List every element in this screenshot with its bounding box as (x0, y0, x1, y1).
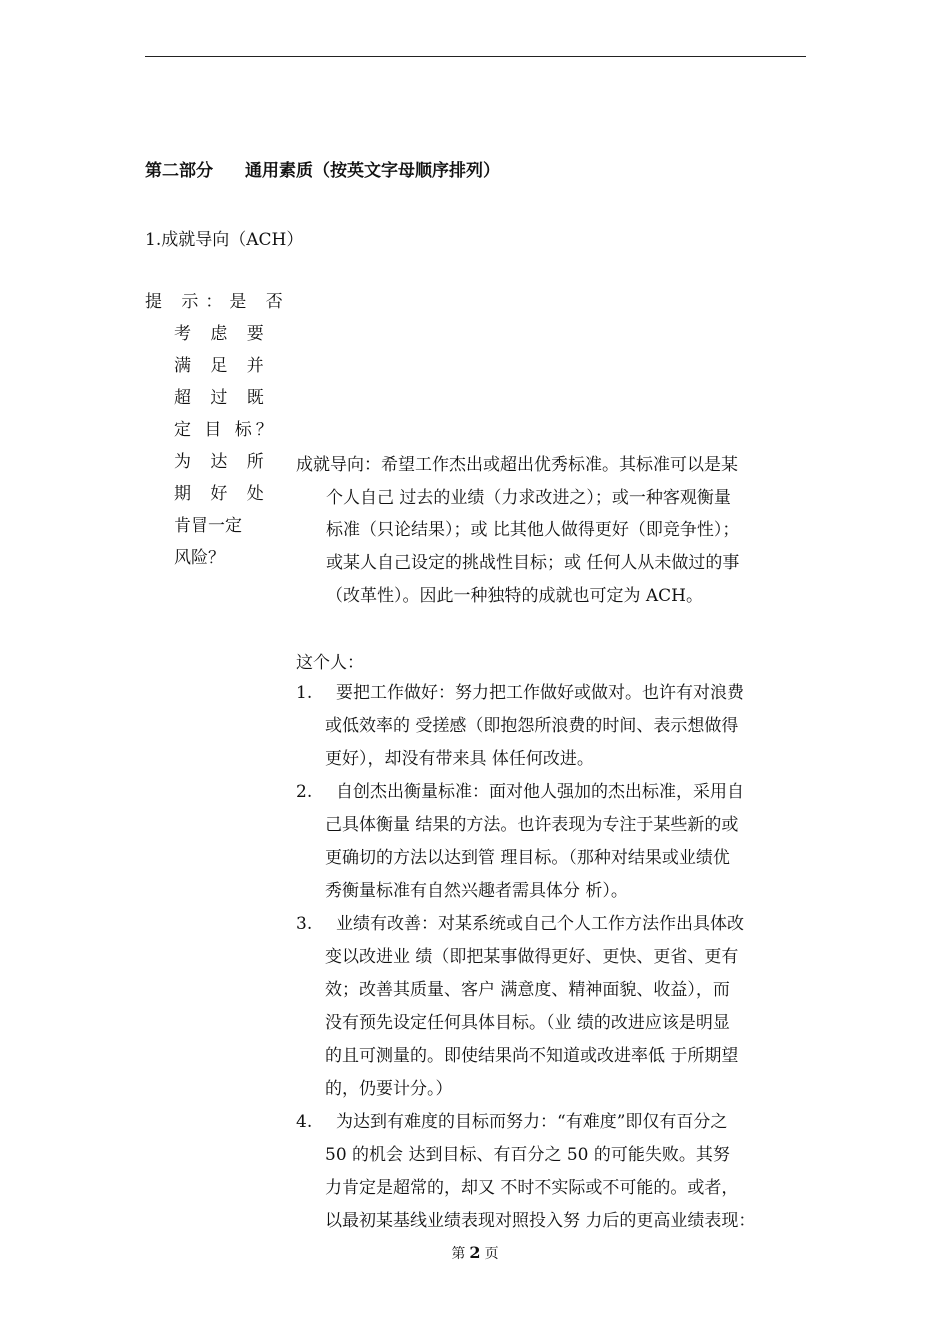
definition-line: （改革性）。因此一种独特的成就也可定为 ACH。 (326, 585, 704, 606)
hint-line: 提 示：是 否 (145, 292, 290, 312)
item-line: 或低效率的 受搓感（即抱怨所浪费的时间、表示想做得 (325, 716, 739, 736)
this-person-label: 这个人： (296, 653, 364, 673)
item-line: 业绩有改善：对某系统或自己个人工作方法作出具体改 (336, 914, 744, 934)
list-item (296, 776, 816, 908)
competency-heading: 1.成就导向（ACH） (145, 230, 304, 250)
page-number: 2 (469, 1243, 481, 1262)
section-part: 第二部分 (145, 161, 213, 181)
list-item (296, 677, 816, 776)
section-title (145, 156, 500, 181)
footer-suffix: 页 (484, 1246, 499, 1262)
page-footer (0, 1243, 950, 1263)
item-line: 秀衡量标准有自然兴趣者需具体分 析）。 (325, 881, 628, 901)
behavior-list (296, 677, 816, 1238)
item-number: 4. (296, 1112, 313, 1132)
hint-line: 考 虑 要 (174, 324, 271, 344)
hint-line: 期 好 处 (174, 484, 271, 504)
list-item (296, 1106, 816, 1238)
item-number: 2. (296, 782, 313, 802)
hint-line: 为 达 所 (174, 452, 271, 472)
hint-block (145, 286, 290, 574)
hint-line: 风险？ (174, 548, 225, 568)
header-rule (145, 56, 806, 57)
item-line: 更好），却没有带来具 体任何改进。 (325, 749, 594, 769)
list-item (296, 908, 816, 1106)
item-line: 为达到有难度的目标而努力：“有难度”即仅有百分之 (336, 1112, 728, 1132)
footer-prefix: 第 (451, 1246, 466, 1262)
item-line: 要把工作做好：努力把工作做好或做对。也许有对浪费 (336, 683, 744, 703)
item-line: 以最初某基线业绩表现对照投入努 力后的更高业绩表现： (325, 1211, 756, 1231)
item-line: 没有预先设定任何具体目标。（业 绩的改进应该是明显 (325, 1013, 730, 1033)
item-line: 的，仍要计分。） (325, 1079, 453, 1099)
item-line: 自创杰出衡量标准：面对他人强加的杰出标准，采用自 (336, 782, 744, 802)
item-line: 更确切的方法以达到管 理目标。（那种对结果或业绩优 (325, 848, 730, 868)
definition-line: 或某人自己设定的挑战性目标；或 任何人从未做过的事 (326, 553, 740, 574)
item-line: 50 的机会 达到目标、有百分之 50 的可能失败。其努 (325, 1145, 730, 1165)
item-number: 1. (296, 683, 313, 703)
definition-line: 标准（只论结果）；或 比其他人做得更好（即竞争性）； (326, 520, 740, 541)
definition-line: 成就导向：希望工作杰出或超出优秀标准。其标准可以是某 (296, 455, 738, 475)
item-line: 己具体衡量 结果的方法。也许表现为专注于某些新的或 (325, 815, 739, 835)
definition-paragraph (296, 449, 816, 612)
hint-line: 定 目 标？ (174, 420, 277, 440)
hint-line: 满 足 并 (174, 356, 271, 376)
definition-line: 个人自己 过去的业绩（力求改进之）；或一种客观衡量 (326, 487, 731, 508)
item-line: 力肯定是超常的，却又 不时不实际或不可能的。或者， (325, 1178, 739, 1198)
item-line: 变以改进业 绩（即把某事做得更好、更快、更省、更有 (325, 947, 739, 967)
item-line: 效；改善其质量、客户 满意度、精神面貌、收益），而 (325, 980, 730, 1000)
item-number: 3. (296, 914, 313, 934)
section-name: 通用素质（按英文字母顺序排列） (245, 161, 500, 181)
hint-line: 肯冒一定 (174, 516, 242, 536)
item-line: 的且可测量的。即使结果尚不知道或改进率低 于所期望 (325, 1046, 739, 1066)
hint-line: 超 过 既 (174, 388, 271, 408)
